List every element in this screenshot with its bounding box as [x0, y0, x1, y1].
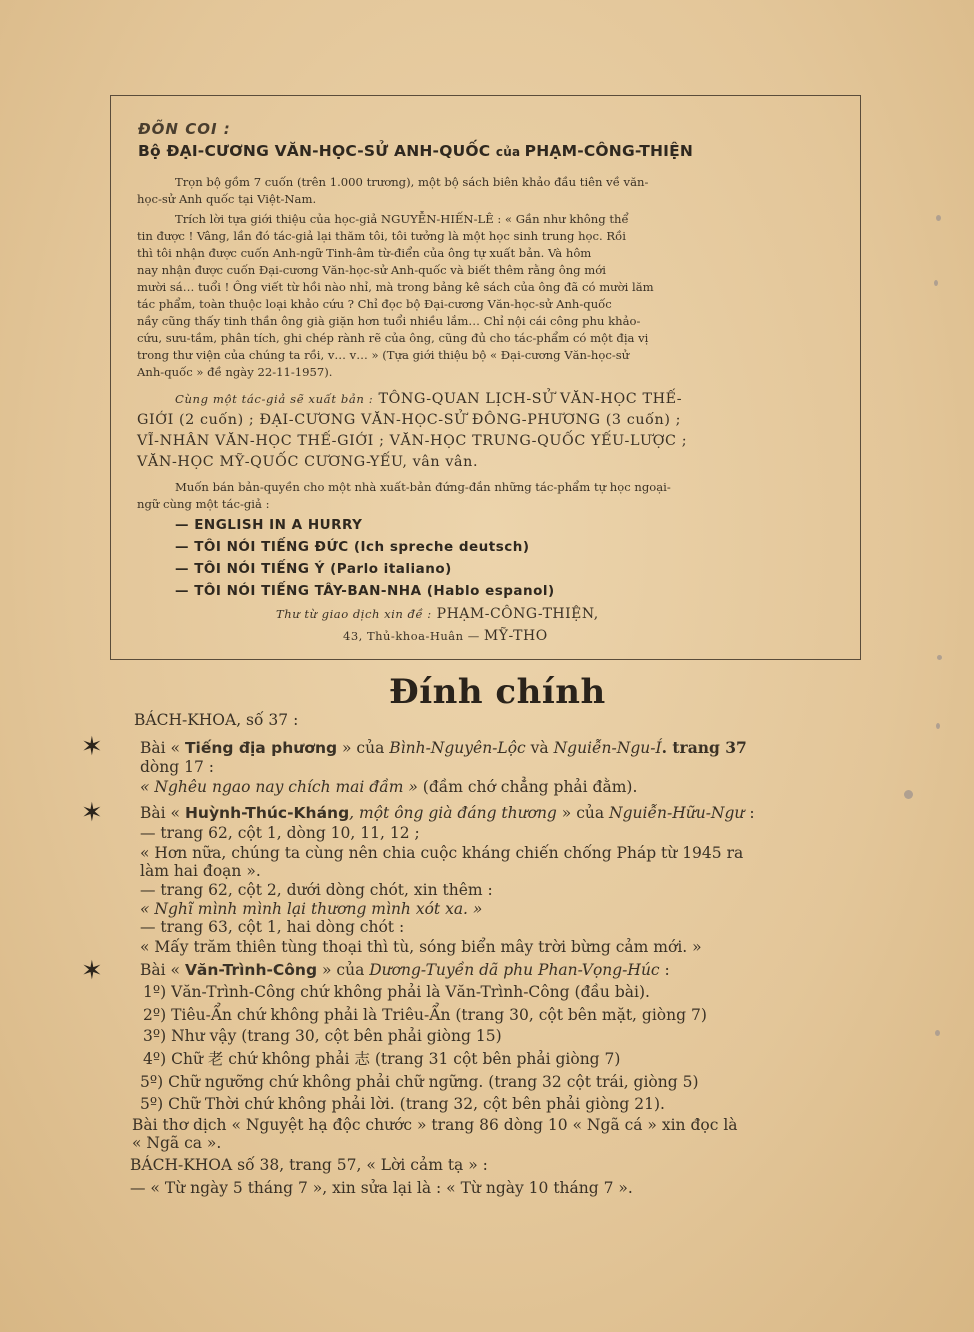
text-run: Bài «	[140, 804, 185, 822]
errata-item-3-line: 5º) Chữ ngưỡng chứ không phải chữ ngững. (trang 32 cột trái, giòng 5)	[140, 1073, 699, 1091]
errata-item-3-line: 5º) Chữ Thời chứ không phải lời. (trang 32, cột bên phải giòng 21).	[140, 1095, 665, 1113]
ad-title-of: của	[495, 145, 525, 159]
quoted-verse: « Nghêu ngao nay chích mai đầm »	[140, 778, 418, 796]
ad-contact-name: PHẠM-CÔNG-THIỆN,	[436, 606, 599, 622]
paper-stain	[934, 280, 938, 286]
errata-item-1-line: dòng 17 :	[140, 758, 214, 776]
ad-contact-street: 43, Thủ-khoa-Huân —	[343, 629, 484, 643]
author-name: Nguiễn-Ngu-Í	[553, 739, 662, 757]
ad-book-item: — TÔI NÓI TIẾNG ĐỨC (Ich spreche deutsch)	[175, 539, 530, 555]
text-run: » của	[337, 739, 390, 757]
ad-same-author-label: Cùng một tác-giả sẽ xuất bản :	[175, 392, 374, 406]
author-name: Dương-Tuyền dã phu Phan-Vọng-Húc	[369, 961, 660, 979]
errata-item-2-line: — trang 62, cột 2, dưới dòng chót, xin thêm :	[140, 881, 493, 899]
errata-item-3-line: Bài thơ dịch « Nguyệt hạ độc chước » trang 86 dòng 10 « Ngã cá » xin đọc là	[132, 1116, 738, 1134]
errata-item-2-line: — trang 63, cột 1, hai dòng chót :	[140, 918, 405, 936]
text-run: » của	[317, 961, 370, 979]
ad-rights-line: ngữ cùng một tác-giả :	[137, 497, 270, 511]
paper-stain	[904, 790, 913, 799]
errata-item-1-title	[140, 740, 747, 757]
errata-issue-38: BÁCH-KHOA số 38, trang 57, « Lời cảm tạ » :	[130, 1156, 488, 1174]
ad-contact-address	[343, 629, 548, 643]
errata-item-3-line: « Ngã ca ».	[132, 1134, 222, 1152]
article-title: Huỳnh-Thúc-Kháng	[184, 804, 350, 822]
ad-same-author-line: VĨ-NHÂN VĂN-HỌC THẾ-GIỚI ; VĂN-HỌC TRUNG-QUỐC YẾU-LƯỢC ;	[137, 433, 688, 449]
errata-item-1-line	[140, 780, 637, 796]
ad-book-item: — TÔI NÓI TIẾNG Ý (Parlo italiano)	[175, 561, 452, 577]
text-run: và	[525, 739, 554, 757]
errata-heading: Đính chính	[389, 672, 606, 712]
ad-intro-line: Trọn bộ gồm 7 cuốn (trên 1.000 trương), một bộ sách biên khảo đầu tiên về văn-	[175, 175, 649, 189]
ad-book-item: — TÔI NÓI TIẾNG TÂY-BAN-NHA (Hablo espanol)	[175, 583, 555, 599]
errata-item-3-line: 1º) Văn-Trình-Công chứ không phải là Văn-Trình-Công (đầu bài).	[143, 983, 650, 1001]
errata-item-3-line: 3º) Như vậy (trang 30, cột bên phải giòng 15)	[143, 1027, 502, 1045]
text-run: :	[659, 961, 670, 979]
author-name: Nguiễn-Hữu-Ngư	[609, 804, 745, 822]
paper-stain	[935, 1030, 940, 1036]
ad-intro-line: học-sử Anh quốc tại Việt-Nam.	[137, 192, 317, 206]
errata-item-2-line: làm hai đoạn ».	[140, 862, 261, 880]
ad-label: ĐÕN COI :	[138, 120, 231, 138]
errata-item-3-line: 4º) Chữ 老 chứ không phải 志 (trang 31 cột bên phải giòng 7)	[143, 1050, 621, 1068]
paper-stain	[937, 655, 942, 660]
ad-title-series: Bộ ĐẠI-CƯƠNG VĂN-HỌC-SỬ ANH-QUỐC	[138, 142, 496, 160]
ad-quote-line: cứu, sưu-tầm, phân tích, ghi chép rành rẽ của ông, cũng đủ cho tác-phẩm có một địa vị	[137, 331, 649, 345]
article-title: Tiếng địa phương	[184, 739, 338, 757]
errata-item-3-line: 2º) Tiêu-Ẩn chứ không phải là Triêu-Ẩn (trang 30, cột bên mặt, giòng 7)	[143, 1006, 707, 1024]
errata-item-2-line: « Mấy trăm thiên tùng thoại thì tù, sóng biển mây trời bừng cảm mới. »	[140, 938, 702, 956]
errata-item-2-line: — trang 62, cột 1, dòng 10, 11, 12 ;	[140, 824, 420, 842]
ad-same-author-line	[175, 392, 682, 406]
article-title: Văn-Trình-Công	[184, 961, 318, 979]
ad-contact-city: MỸ-THO	[483, 628, 548, 644]
errata-item-2-line: « Hơn nữa, chúng ta cùng nên chia cuộc kháng chiến chống Pháp từ 1945 ra	[140, 844, 744, 862]
errata-item-3-title	[140, 963, 670, 979]
errata-issue-37: BÁCH-KHOA, số 37 :	[134, 711, 299, 729]
ad-quote-line: nay nhận được cuốn Đại-cương Văn-học-sử Anh-quốc và biết thêm rằng ông mới	[137, 263, 606, 277]
paper-stain	[936, 723, 940, 729]
ad-book-item: — ENGLISH IN A HURRY	[175, 517, 363, 533]
author-name: Bình-Nguyên-Lộc	[389, 739, 526, 757]
text-run: (đầm chớ chẳng phải đằm).	[417, 778, 638, 796]
star-bullet-icon: ✶	[81, 956, 103, 986]
ad-rights-line: Muốn bán bản-quyền cho một nhà xuất-bản đứng-đắn những tác-phẩm tự học ngoại-	[175, 480, 671, 494]
ad-quote-line: tin được ! Vâng, lần đó tác-giả lại thăm tôi, tôi tưởng là một học sinh trung học. Rồi	[137, 229, 626, 243]
text-run: Bài «	[140, 961, 185, 979]
ad-quote-line: Trích lời tựa giới thiệu của học-giả NGUYỄN-HIẾN-LÊ : « Gần như không thể	[175, 212, 629, 226]
ad-title	[138, 144, 693, 160]
ad-quote-line: Anh-quốc » đề ngày 22-11-1957).	[137, 365, 333, 379]
text-run: :	[744, 804, 755, 822]
ad-quote-line: mười sá… tuổi ! Ông viết từ hồi nào nhỉ, mà trong bảng kê sách của ông đã có mười lăm	[137, 280, 654, 294]
ad-contact-line	[276, 607, 599, 621]
paper-stain	[936, 215, 941, 221]
ad-quote-line: tác phẩm, toàn thuộc loại khảo cứu ? Chỉ đọc bộ Đại-cương Văn-học-sử Anh-quốc	[137, 297, 612, 311]
ad-same-author-line: GIỚI (2 cuốn) ; ĐẠI-CƯƠNG VĂN-HỌC-SỬ ĐÔNG-PHƯƠNG (3 cuốn) ;	[137, 412, 682, 428]
errata-item-2-title	[140, 806, 755, 822]
article-subtitle: , một ông già đáng thương	[349, 804, 557, 822]
text-run: Bài «	[140, 739, 185, 757]
text-run: . trang 37	[661, 738, 747, 757]
star-bullet-icon: ✶	[81, 732, 103, 762]
ad-title-author: PHẠM-CÔNG-THIỆN	[524, 142, 694, 160]
ad-same-author-line: VĂN-HỌC MỸ-QUỐC CƯƠNG-YẾU, vân vân.	[137, 454, 479, 470]
errata-issue-38-line: — « Từ ngày 5 tháng 7 », xin sửa lại là : « Từ ngày 10 tháng 7 ».	[130, 1179, 633, 1197]
star-bullet-icon: ✶	[81, 798, 103, 828]
ad-quote-line: nầy cũng thấy tinh thần ông già giặn hơn tuổi nhiều lắm… Chỉ nội cái công phu khảo-	[137, 314, 641, 328]
ad-contact-label: Thư từ giao dịch xin đề :	[276, 607, 432, 621]
ad-quote-line: thì tôi nhận được cuốn Anh-ngữ Tinh-âm từ-điển của ông tự xuất bản. Và hôm	[137, 246, 592, 260]
ad-same-author-text: TÔNG-QUAN LỊCH-SỬ VĂN-HỌC THẾ-	[378, 391, 683, 407]
ad-quote-line: trong thư viện của chúng ta rồi, v… v… » (Tựa giới thiệu bộ « Đại-cương Văn-học-sử	[137, 348, 630, 362]
text-run: » của	[556, 804, 610, 822]
errata-item-2-line: « Nghĩ mình mình lại thương mình xót xa. »	[140, 900, 483, 918]
